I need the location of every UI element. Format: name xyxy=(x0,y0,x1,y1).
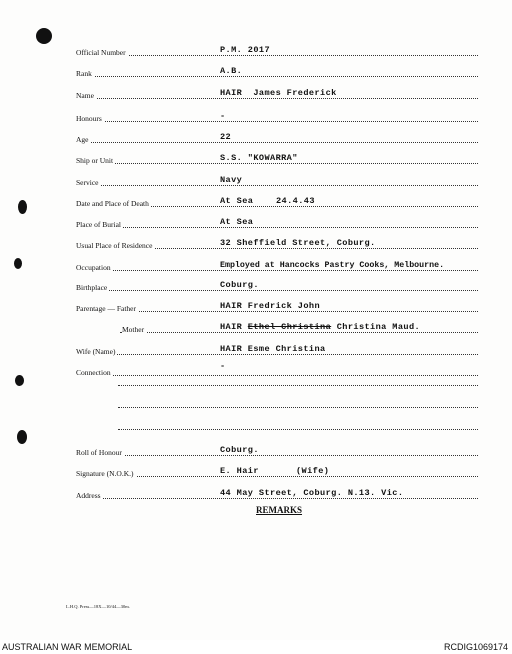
connection-line xyxy=(118,429,478,430)
service-value: Navy xyxy=(220,175,243,185)
address-label: Address xyxy=(76,491,101,500)
name-row xyxy=(76,80,478,100)
name-label: Name xyxy=(76,91,94,100)
roll-of-honour-value: Coburg. xyxy=(220,445,259,455)
mother-row xyxy=(76,314,478,334)
mother-struck-name: Ethel Christina xyxy=(247,322,332,332)
burial-label: Place of Burial xyxy=(76,220,121,229)
mother-label: Mother xyxy=(122,325,145,334)
official-number-value: P.M. 2017 xyxy=(220,45,271,55)
residence-row xyxy=(76,230,478,250)
father-label: Parentage — Father xyxy=(76,304,136,313)
connection-value: - xyxy=(220,361,226,371)
occupation-row xyxy=(76,252,478,272)
punch-hole xyxy=(14,258,22,269)
punch-hole xyxy=(36,28,52,44)
service-row xyxy=(76,167,478,187)
age-label: Age xyxy=(76,135,89,144)
residence-label: Usual Place of Residence xyxy=(76,241,153,250)
mother-value xyxy=(220,322,420,332)
ship-row xyxy=(76,145,478,165)
wife-row xyxy=(76,336,478,356)
archive-footer xyxy=(0,640,512,654)
address-value: 44 May Street, Coburg. N.13. Vic. xyxy=(220,488,404,498)
connection-label: Connection xyxy=(76,368,111,377)
honours-row xyxy=(76,103,478,123)
service-label: Service xyxy=(76,178,99,187)
father-value: HAIR Fredrick John xyxy=(220,301,321,311)
signature-row xyxy=(76,458,478,478)
punch-hole xyxy=(17,430,27,444)
ship-value: S.S. "KOWARRA" xyxy=(220,153,298,163)
punch-hole xyxy=(15,375,24,386)
connection-row xyxy=(76,357,478,377)
honours-value: - xyxy=(220,111,226,121)
wife-label: Wife (Name) xyxy=(76,347,116,356)
death-label: Date and Place of Death xyxy=(76,199,149,208)
occupation-label: Occupation xyxy=(76,263,111,272)
burial-value: At Sea xyxy=(220,217,254,227)
death-row xyxy=(76,188,478,208)
signature-note: (Wife) xyxy=(296,466,330,476)
wife-value: HAIR Esme Christina xyxy=(220,344,326,354)
address-row xyxy=(76,480,478,500)
residence-value: 32 Sheffield Street, Coburg. xyxy=(220,238,376,248)
burial-row xyxy=(76,209,478,229)
father-row xyxy=(76,293,478,313)
rank-row xyxy=(76,58,478,78)
birthplace-row xyxy=(76,272,478,292)
connection-line xyxy=(118,385,478,386)
rank-label: Rank xyxy=(76,69,92,78)
official-number-row xyxy=(76,37,478,57)
mother-given-names: Christina Maud. xyxy=(336,322,421,332)
occupation-value: Employed at Hancocks Pastry Cooks, Melbourne. xyxy=(220,261,445,270)
age-row xyxy=(76,124,478,144)
connection-line xyxy=(118,407,478,408)
roll-of-honour-row xyxy=(76,437,478,457)
record-id: RCDIG1069174 xyxy=(443,642,508,652)
rank-value: A.B. xyxy=(220,66,243,76)
signature-label: Signature (N.O.K.) xyxy=(76,469,134,478)
signature-value: E. Hair xyxy=(220,466,259,476)
archive-name: AUSTRALIAN WAR MEMORIAL xyxy=(2,642,133,652)
ship-label: Ship or Unit xyxy=(76,156,114,165)
age-value: 22 xyxy=(220,132,232,142)
death-place-value: At Sea xyxy=(220,196,254,206)
death-date-value: 24.4.43 xyxy=(276,196,315,206)
remarks-heading: REMARKS xyxy=(256,505,303,515)
punch-hole xyxy=(18,200,27,214)
roll-of-honour-label: Roll of Honour xyxy=(76,448,122,457)
mother-surname: HAIR xyxy=(220,322,243,332)
printer-imprint: L.H.Q. Press—18X—10/44—30m. xyxy=(66,604,130,609)
official-number-label: Official Number xyxy=(76,48,126,57)
name-value: HAIR James Frederick xyxy=(220,88,337,98)
birthplace-value: Coburg. xyxy=(220,280,259,290)
birthplace-label: Birthplace xyxy=(76,283,108,292)
honours-label: Honours xyxy=(76,114,102,123)
